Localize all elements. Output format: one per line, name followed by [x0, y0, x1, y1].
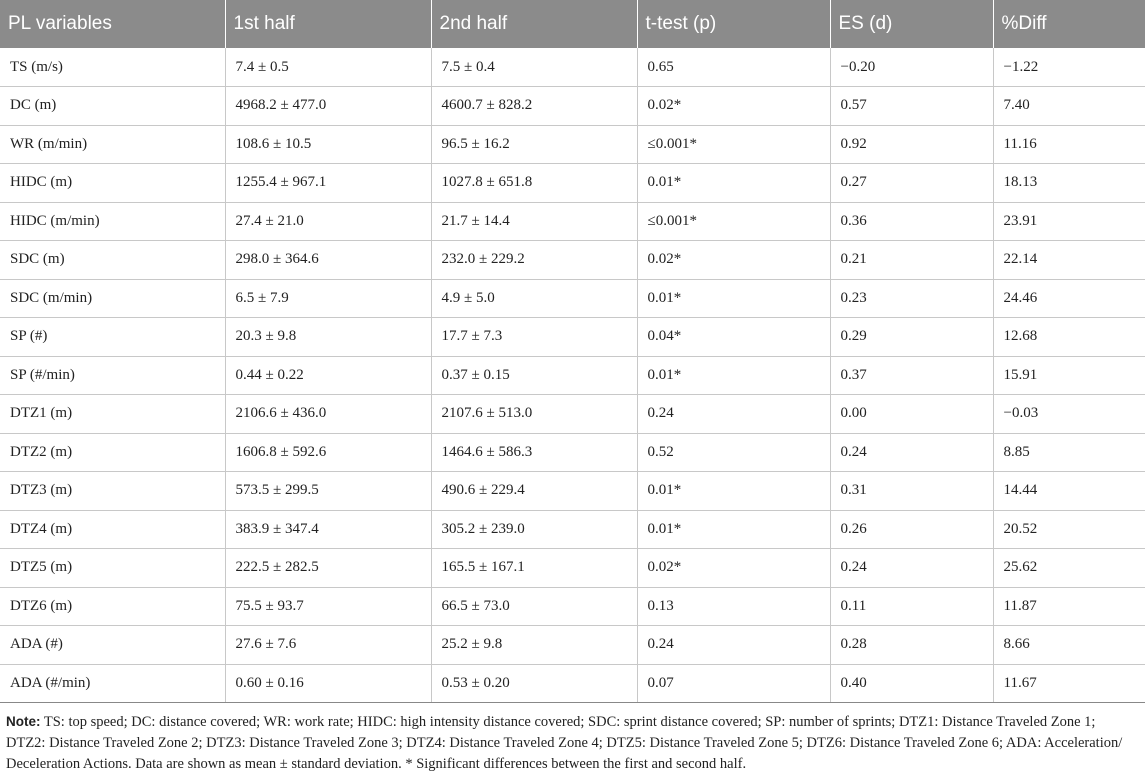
cell-effect-size: 0.11: [830, 587, 993, 626]
cell-effect-size: 0.23: [830, 279, 993, 318]
cell-second-half: 4.9 ± 5.0: [431, 279, 637, 318]
cell-t-test: 0.65: [637, 48, 830, 87]
cell-effect-size: −0.20: [830, 48, 993, 87]
table-row: [0, 510, 1145, 549]
cell-first-half: 383.9 ± 347.4: [225, 510, 431, 549]
cell-second-half: 1027.8 ± 651.8: [431, 164, 637, 203]
table-row: [0, 626, 1145, 665]
cell-variable: DTZ5 (m): [0, 549, 225, 588]
cell-variable: SP (#/min): [0, 356, 225, 395]
table-row: [0, 587, 1145, 626]
note-text: TS: top speed; DC: distance covered; WR: work rate; HIDC: high intensity distance covered; SDC: sprint distance covered; SP: number of sprints; DTZ1: Distance Traveled Zone 1; DTZ2: Distance Traveled Zone 2; DTZ3: Distance Traveled Zone 3; DTZ4: Distance Traveled Zone 4; DTZ5: Distance Traveled Zone 5; DTZ6: Distance Traveled Zone 6; ADA: Acceleration/ Deceleration Actions. Data are shown as mean ± standard deviation. * Significant differences between the first and second half.: [6, 714, 1123, 772]
cell-first-half: 20.3 ± 9.8: [225, 318, 431, 357]
cell-effect-size: 0.00: [830, 395, 993, 434]
cell-effect-size: 0.36: [830, 202, 993, 241]
cell-variable: DC (m): [0, 87, 225, 126]
cell-effect-size: 0.40: [830, 664, 993, 703]
cell-effect-size: 0.24: [830, 433, 993, 472]
table-row: [0, 87, 1145, 126]
cell-effect-size: 0.24: [830, 549, 993, 588]
cell-percent-diff: 11.67: [993, 664, 1145, 703]
cell-second-half: 2107.6 ± 513.0: [431, 395, 637, 434]
cell-percent-diff: 24.46: [993, 279, 1145, 318]
cell-effect-size: 0.21: [830, 241, 993, 280]
cell-first-half: 27.4 ± 21.0: [225, 202, 431, 241]
cell-t-test: 0.02*: [637, 241, 830, 280]
cell-percent-diff: 8.85: [993, 433, 1145, 472]
cell-percent-diff: 20.52: [993, 510, 1145, 549]
cell-second-half: 66.5 ± 73.0: [431, 587, 637, 626]
cell-first-half: 108.6 ± 10.5: [225, 125, 431, 164]
cell-first-half: 0.60 ± 0.16: [225, 664, 431, 703]
cell-percent-diff: 25.62: [993, 549, 1145, 588]
cell-effect-size: 0.57: [830, 87, 993, 126]
cell-effect-size: 0.92: [830, 125, 993, 164]
table-row: [0, 202, 1145, 241]
table-row: [0, 472, 1145, 511]
header-t-test: t-test (p): [637, 0, 830, 48]
table-row: [0, 549, 1145, 588]
header-effect-size: ES (d): [830, 0, 993, 48]
cell-first-half: 0.44 ± 0.22: [225, 356, 431, 395]
cell-t-test: 0.01*: [637, 510, 830, 549]
cell-t-test: 0.52: [637, 433, 830, 472]
cell-first-half: 27.6 ± 7.6: [225, 626, 431, 665]
cell-second-half: 96.5 ± 16.2: [431, 125, 637, 164]
cell-second-half: 305.2 ± 239.0: [431, 510, 637, 549]
cell-variable: ADA (#): [0, 626, 225, 665]
table-body: [0, 48, 1145, 703]
cell-first-half: 298.0 ± 364.6: [225, 241, 431, 280]
cell-percent-diff: −1.22: [993, 48, 1145, 87]
cell-effect-size: 0.29: [830, 318, 993, 357]
cell-second-half: 165.5 ± 167.1: [431, 549, 637, 588]
cell-t-test: 0.01*: [637, 356, 830, 395]
cell-variable: SP (#): [0, 318, 225, 357]
cell-t-test: 0.24: [637, 395, 830, 434]
cell-variable: HIDC (m): [0, 164, 225, 203]
cell-second-half: 1464.6 ± 586.3: [431, 433, 637, 472]
cell-variable: SDC (m): [0, 241, 225, 280]
cell-t-test: 0.01*: [637, 279, 830, 318]
cell-variable: DTZ6 (m): [0, 587, 225, 626]
cell-t-test: 0.13: [637, 587, 830, 626]
header-second-half: 2nd half: [431, 0, 637, 48]
cell-percent-diff: 15.91: [993, 356, 1145, 395]
cell-first-half: 4968.2 ± 477.0: [225, 87, 431, 126]
cell-t-test: 0.01*: [637, 472, 830, 511]
cell-percent-diff: 12.68: [993, 318, 1145, 357]
cell-t-test: 0.04*: [637, 318, 830, 357]
table-row: [0, 48, 1145, 87]
cell-first-half: 2106.6 ± 436.0: [225, 395, 431, 434]
cell-percent-diff: 14.44: [993, 472, 1145, 511]
cell-second-half: 0.37 ± 0.15: [431, 356, 637, 395]
cell-effect-size: 0.37: [830, 356, 993, 395]
cell-t-test: 0.07: [637, 664, 830, 703]
cell-first-half: 222.5 ± 282.5: [225, 549, 431, 588]
cell-second-half: 25.2 ± 9.8: [431, 626, 637, 665]
cell-effect-size: 0.31: [830, 472, 993, 511]
cell-variable: HIDC (m/min): [0, 202, 225, 241]
table-row: [0, 125, 1145, 164]
table-row: [0, 241, 1145, 280]
cell-t-test: ≤0.001*: [637, 202, 830, 241]
header-pl-variables: PL variables: [0, 0, 225, 48]
cell-second-half: 232.0 ± 229.2: [431, 241, 637, 280]
cell-variable: DTZ3 (m): [0, 472, 225, 511]
table-row: [0, 279, 1145, 318]
cell-t-test: 0.02*: [637, 87, 830, 126]
table-row: [0, 318, 1145, 357]
cell-effect-size: 0.28: [830, 626, 993, 665]
table-row: [0, 356, 1145, 395]
cell-percent-diff: −0.03: [993, 395, 1145, 434]
cell-percent-diff: 23.91: [993, 202, 1145, 241]
note-label: Note:: [6, 714, 41, 729]
cell-variable: DTZ1 (m): [0, 395, 225, 434]
cell-variable: DTZ4 (m): [0, 510, 225, 549]
header-row: [0, 0, 1145, 48]
cell-variable: DTZ2 (m): [0, 433, 225, 472]
cell-first-half: 1606.8 ± 592.6: [225, 433, 431, 472]
cell-effect-size: 0.27: [830, 164, 993, 203]
cell-second-half: 490.6 ± 229.4: [431, 472, 637, 511]
table-row: [0, 164, 1145, 203]
table-note: [0, 703, 1145, 775]
cell-first-half: 573.5 ± 299.5: [225, 472, 431, 511]
cell-variable: TS (m/s): [0, 48, 225, 87]
table-row: [0, 433, 1145, 472]
cell-first-half: 75.5 ± 93.7: [225, 587, 431, 626]
cell-second-half: 17.7 ± 7.3: [431, 318, 637, 357]
cell-variable: ADA (#/min): [0, 664, 225, 703]
cell-first-half: 6.5 ± 7.9: [225, 279, 431, 318]
cell-t-test: 0.02*: [637, 549, 830, 588]
cell-second-half: 0.53 ± 0.20: [431, 664, 637, 703]
cell-t-test: 0.24: [637, 626, 830, 665]
cell-variable: SDC (m/min): [0, 279, 225, 318]
cell-t-test: 0.01*: [637, 164, 830, 203]
table-row: [0, 664, 1145, 703]
header-percent-diff: %Diff: [993, 0, 1145, 48]
cell-percent-diff: 8.66: [993, 626, 1145, 665]
cell-second-half: 21.7 ± 14.4: [431, 202, 637, 241]
cell-second-half: 7.5 ± 0.4: [431, 48, 637, 87]
table-row: [0, 395, 1145, 434]
cell-variable: WR (m/min): [0, 125, 225, 164]
cell-percent-diff: 7.40: [993, 87, 1145, 126]
header-first-half: 1st half: [225, 0, 431, 48]
cell-second-half: 4600.7 ± 828.2: [431, 87, 637, 126]
cell-effect-size: 0.26: [830, 510, 993, 549]
cell-percent-diff: 22.14: [993, 241, 1145, 280]
cell-percent-diff: 11.87: [993, 587, 1145, 626]
table-header: [0, 0, 1145, 48]
cell-percent-diff: 11.16: [993, 125, 1145, 164]
cell-t-test: ≤0.001*: [637, 125, 830, 164]
cell-percent-diff: 18.13: [993, 164, 1145, 203]
cell-first-half: 1255.4 ± 967.1: [225, 164, 431, 203]
cell-first-half: 7.4 ± 0.5: [225, 48, 431, 87]
